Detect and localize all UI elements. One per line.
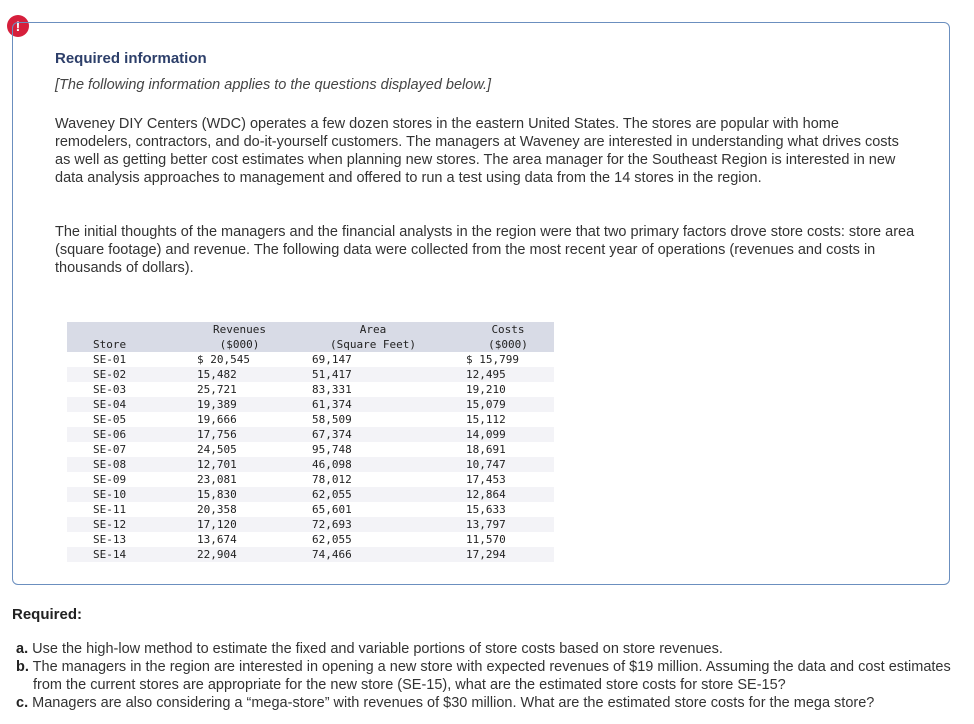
cell-costs: 15,112 <box>462 412 554 427</box>
table-row <box>67 427 554 442</box>
cell-store: SE-05 <box>67 412 195 427</box>
cell-area: 62,055 <box>284 532 462 547</box>
cell-revenues: 17,756 <box>195 427 284 442</box>
cell-revenues: 12,701 <box>195 457 284 472</box>
cell-revenues: 24,505 <box>195 442 284 457</box>
header-costs-top: Costs <box>462 322 554 337</box>
cell-costs: 19,210 <box>462 382 554 397</box>
table-row <box>67 487 554 502</box>
table-row <box>67 352 554 367</box>
cell-costs: 14,099 <box>462 427 554 442</box>
cell-area: 61,374 <box>284 397 462 412</box>
cell-revenues: 13,674 <box>195 532 284 547</box>
cell-area: 65,601 <box>284 502 462 517</box>
cell-area: 67,374 <box>284 427 462 442</box>
required-list <box>16 640 961 712</box>
table-row <box>67 442 554 457</box>
header-revenues-unit: ($000) <box>195 337 284 352</box>
cell-costs: 15,079 <box>462 397 554 412</box>
table-row <box>67 472 554 487</box>
cell-costs: 11,570 <box>462 532 554 547</box>
table-row <box>67 382 554 397</box>
table-row <box>67 517 554 532</box>
required-heading: Required: <box>12 606 83 623</box>
table-body <box>67 352 554 562</box>
cell-area: 46,098 <box>284 457 462 472</box>
required-item-letter: c. <box>16 695 29 711</box>
cell-area: 95,748 <box>284 442 462 457</box>
cell-revenues: 25,721 <box>195 382 284 397</box>
cell-area: 83,331 <box>284 382 462 397</box>
table-row <box>67 547 554 562</box>
cell-costs: 10,747 <box>462 457 554 472</box>
cell-costs: 12,864 <box>462 487 554 502</box>
required-item-b <box>16 658 961 694</box>
cell-store: SE-14 <box>67 547 195 562</box>
table-row <box>67 367 554 382</box>
cell-store: SE-10 <box>67 487 195 502</box>
header-store: Store <box>67 337 195 352</box>
cell-area: 58,509 <box>284 412 462 427</box>
cell-revenues: 23,081 <box>195 472 284 487</box>
cell-store: SE-13 <box>67 532 195 547</box>
cell-revenues: 17,120 <box>195 517 284 532</box>
table-row <box>67 412 554 427</box>
cell-area: 78,012 <box>284 472 462 487</box>
required-item-c <box>16 694 961 712</box>
cell-revenues: $ 20,545 <box>195 352 284 367</box>
cell-area: 51,417 <box>284 367 462 382</box>
cell-costs: $ 15,799 <box>462 352 554 367</box>
required-item-text: Use the high-low method to estimate the fixed and variable portions of store costs based on store revenues. <box>32 641 723 657</box>
cell-costs: 18,691 <box>462 442 554 457</box>
required-item-letter: b. <box>16 659 29 675</box>
card-title: Required information <box>55 50 207 67</box>
cell-costs: 17,453 <box>462 472 554 487</box>
store-data-table <box>67 322 554 562</box>
cell-costs: 15,633 <box>462 502 554 517</box>
card-subtitle: [The following information applies to the questions displayed below.] <box>55 77 492 93</box>
cell-store: SE-06 <box>67 427 195 442</box>
cell-area: 72,693 <box>284 517 462 532</box>
cell-area: 69,147 <box>284 352 462 367</box>
cell-store: SE-01 <box>67 352 195 367</box>
cell-revenues: 20,358 <box>195 502 284 517</box>
cell-costs: 17,294 <box>462 547 554 562</box>
header-revenues-top: Revenues <box>195 322 284 337</box>
required-item-text: Managers are also considering a “mega-store” with revenues of $30 million. What are the estimated store costs for the mega store? <box>32 695 875 711</box>
cell-revenues: 22,904 <box>195 547 284 562</box>
required-item-text: The managers in the region are interested in opening a new store with expected revenues of $19 million. Assuming the data and cost estimates from the current stores are appropriate for the new store (SE-15), what are the estimated store costs for store SE-15? <box>32 659 951 693</box>
cell-store: SE-11 <box>67 502 195 517</box>
table-row <box>67 457 554 472</box>
cell-costs: 13,797 <box>462 517 554 532</box>
table-row <box>67 397 554 412</box>
cell-revenues: 15,482 <box>195 367 284 382</box>
factors-paragraph: The initial thoughts of the managers and the financial analysts in the region were that two primary factors drove store costs: store area (square footage) and revenue. The following data were collected from the most recent year of operations (revenues and costs in thousands of dollars). <box>55 224 915 276</box>
cell-area: 74,466 <box>284 547 462 562</box>
cell-revenues: 19,666 <box>195 412 284 427</box>
cell-store: SE-09 <box>67 472 195 487</box>
table-header-row-1 <box>67 322 554 337</box>
cell-store: SE-08 <box>67 457 195 472</box>
cell-store: SE-04 <box>67 397 195 412</box>
alert-symbol: ! <box>15 18 21 34</box>
cell-revenues: 19,389 <box>195 397 284 412</box>
table-row <box>67 532 554 547</box>
header-costs-unit: ($000) <box>462 337 554 352</box>
table-header-row-2 <box>67 337 554 352</box>
required-item-a <box>16 640 961 658</box>
table-row <box>67 502 554 517</box>
cell-costs: 12,495 <box>462 367 554 382</box>
cell-area: 62,055 <box>284 487 462 502</box>
intro-paragraph: Waveney DIY Centers (WDC) operates a few dozen stores in the eastern United States. The stores are popular with home remodelers, contractors, and do-it-yourself customers. The managers at Waveney are interested in understanding what drives costs as well as getting better cost estimates when planning new stores. The area manager for the Southeast Region is interested in new data analysis approaches to management and offered to run a test using data from the 14 stores in the region. <box>55 116 899 186</box>
header-area-unit: (Square Feet) <box>284 337 462 352</box>
cell-revenues: 15,830 <box>195 487 284 502</box>
header-store-spacer <box>67 322 195 337</box>
cell-store: SE-12 <box>67 517 195 532</box>
header-area-top: Area <box>284 322 462 337</box>
cell-store: SE-03 <box>67 382 195 397</box>
required-item-letter: a. <box>16 641 29 657</box>
cell-store: SE-02 <box>67 367 195 382</box>
cell-store: SE-07 <box>67 442 195 457</box>
required-information-card <box>12 22 950 585</box>
